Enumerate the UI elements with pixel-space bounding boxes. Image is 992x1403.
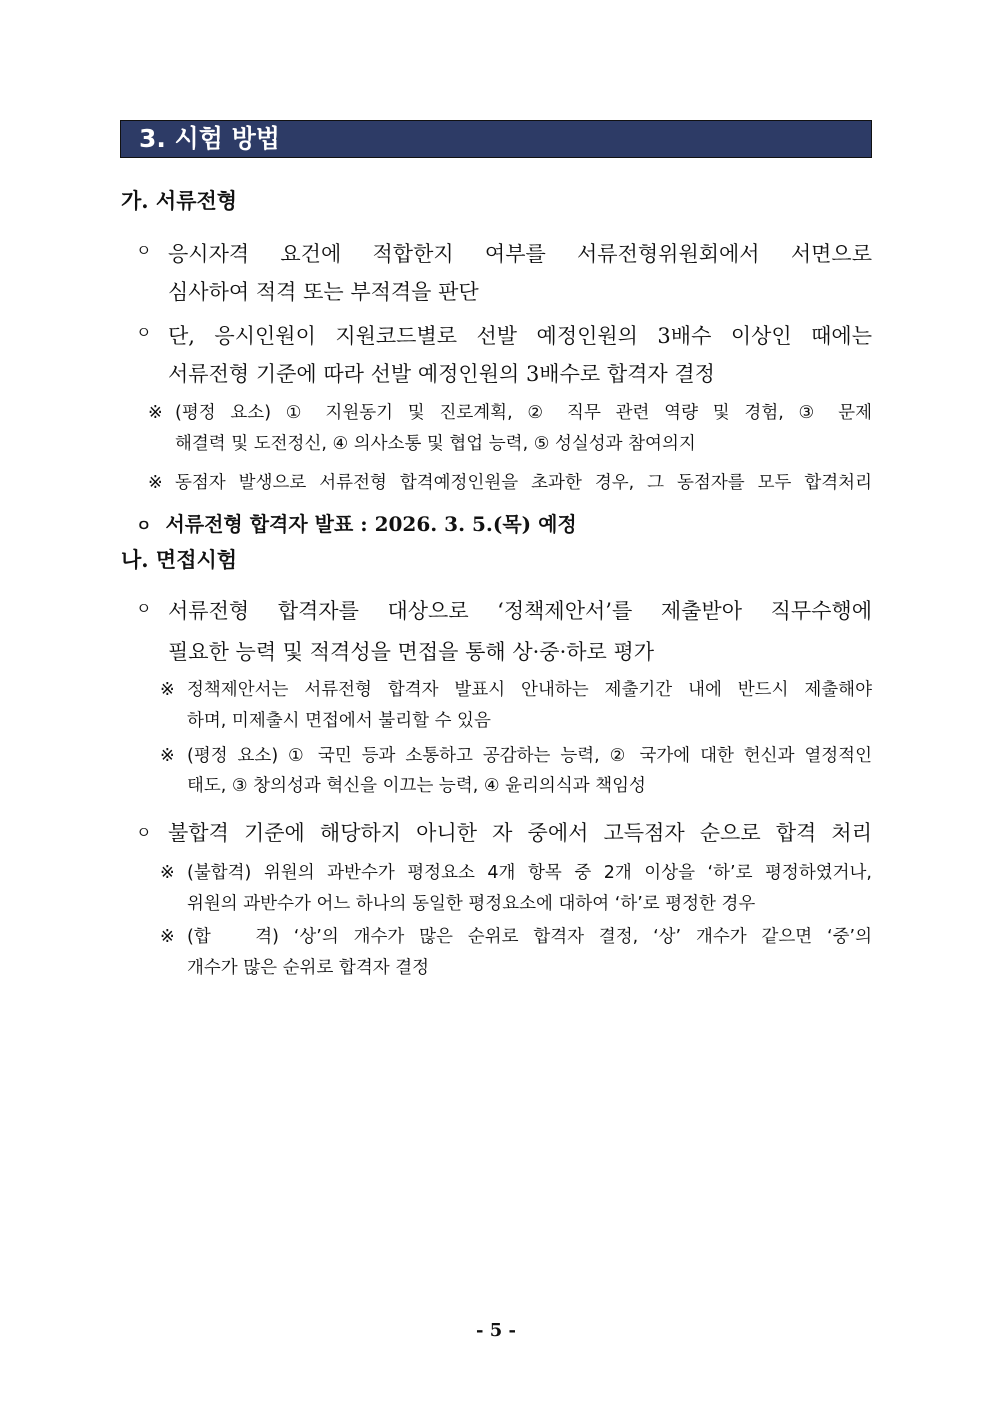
note-marker: ※: [148, 473, 163, 493]
text-line: 태도, ③ 창의성과 혁신을 이끄는 능력, ④ 윤리의식과 책임성: [187, 776, 646, 796]
bullet-marker: ㅇ: [136, 323, 152, 342]
text-line: 위원의 과반수가 어느 하나의 동일한 평정요소에 대하여 ‘하’로 평정한 경우: [187, 894, 756, 914]
note-tie-handling: [148, 468, 872, 499]
text-line: 심사하여 적격 또는 부적격을 판단: [168, 280, 479, 304]
text-line: 응시자격 요건에 적합한지 여부를 서류전형위원회에서 서면으로: [168, 242, 872, 266]
page-number: - 5 -: [476, 1320, 516, 1341]
text-line: 불합격 기준에 해당하지 아니한 자 중에서 고득점자 순으로 합격 처리: [168, 821, 872, 845]
text-line: 하며, 미제출시 면접에서 불리할 수 있음: [187, 711, 491, 731]
bullet-eligibility-review: [136, 235, 872, 311]
bullet-applicant-ratio: [136, 317, 872, 393]
text-line: 단, 응시인원이 지원코드별로 선발 예정인원의 3배수 이상인 때에는: [168, 324, 872, 348]
note-fail: [160, 858, 872, 920]
note-evaluation-factors: [148, 398, 872, 460]
text-line: (합 격) ‘상’의 개수가 많은 순위로 합격자 결정, ‘상’ 개수가 같으면 ‘중’의: [187, 927, 872, 947]
note-marker: ※: [148, 403, 163, 423]
note-interview-factors: [160, 741, 872, 801]
text-line: 정책제안서는 서류전형 합격자 발표시 안내하는 제출기간 내에 반드시 제출해야: [187, 680, 872, 700]
section-title: 3. 시험 방법: [120, 120, 872, 158]
bullet-marker: ㅇ: [136, 516, 152, 535]
bullet-marker: ㅇ: [136, 241, 152, 260]
text-line: (불합격) 위원의 과반수가 평정요소 4개 항목 중 2개 이상을 ‘하’로 평정하였거나,: [187, 863, 872, 883]
subsection-heading-interview: 나. 면접시험: [121, 547, 238, 572]
bullet-marker: ㅇ: [136, 823, 152, 842]
bullet-marker: ㅇ: [136, 599, 152, 618]
text-line: 서류전형 기준에 따라 선발 예정인원의 3배수로 합격자 결정: [168, 362, 715, 386]
note-pass: [160, 922, 872, 984]
bullet-pass-criteria: [136, 815, 872, 851]
text-line: 서류전형 합격자를 대상으로 ‘정책제안서’를 제출받아 직무수행에: [168, 599, 872, 623]
announcement-text: 서류전형 합격자 발표 : 2026. 3. 5.(목) 예정: [165, 512, 577, 536]
note-marker: ※: [160, 680, 175, 700]
text-line: 필요한 능력 및 적격성을 면접을 통해 상·중·하로 평가: [168, 640, 655, 664]
text-line: (평정 요소) ① 지원동기 및 진로계획, ② 직무 관련 역량 및 경험, ③ 문제: [175, 403, 872, 423]
announcement-date: [136, 509, 577, 541]
text-line: (평정 요소) ① 국민 등과 소통하고 공감하는 능력, ② 국가에 대한 헌신과 열정적인: [187, 746, 872, 766]
note-marker: ※: [160, 746, 175, 766]
note-submission: [160, 675, 872, 737]
text-line: 해결력 및 도전정신, ④ 의사소통 및 협업 능력, ⑤ 성실성과 참여의지: [175, 434, 696, 454]
note-marker: ※: [160, 863, 175, 883]
bullet-policy-proposal: [136, 591, 872, 673]
note-marker: ※: [160, 927, 175, 947]
text-line: 개수가 많은 순위로 합격자 결정: [187, 958, 430, 978]
subsection-heading-document-screening: 가. 서류전형: [121, 188, 238, 213]
text-line: 동점자 발생으로 서류전형 합격예정인원을 초과한 경우, 그 동점자를 모두 합격처리: [175, 473, 872, 493]
